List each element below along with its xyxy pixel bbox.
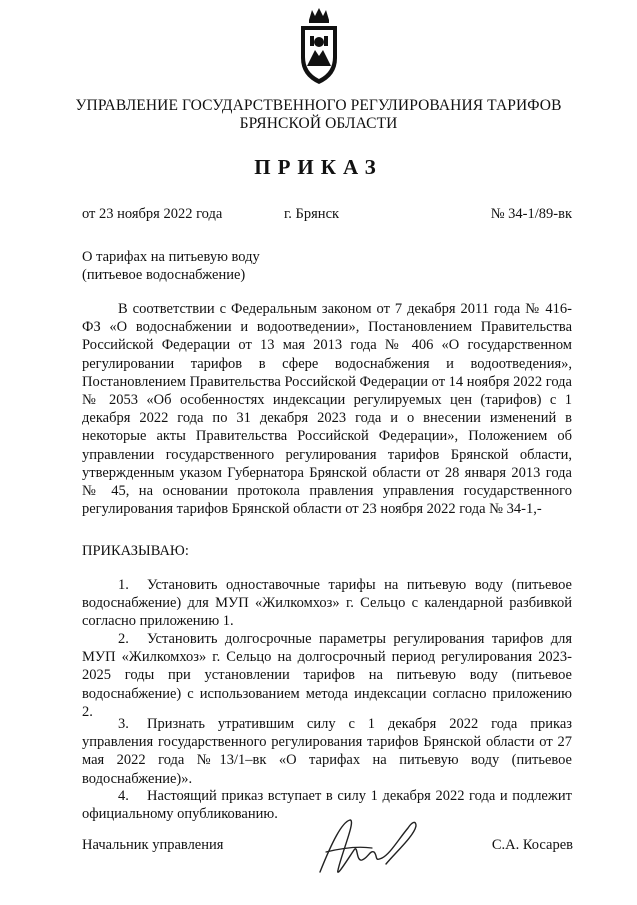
item-number: 1.: [118, 577, 129, 593]
org-line-1: УПРАВЛЕНИЕ ГОСУДАРСТВЕННОГО РЕГУЛИРОВАНИЯ ТАРИФОВ: [75, 97, 562, 114]
handwritten-signature: [312, 812, 422, 882]
order-date: от 23 ноября 2022 года: [82, 206, 223, 222]
item-text: Установить долгосрочные параметры регулирования тарифов для МУП «Жилкомхоз» г. Сельцо на долгосрочный период регулирования 2023-2025 годы при установлении тарифов на питьевую воду (питьевое водоснабжение) с использованием метода индексации согласно приложению 2.: [82, 631, 572, 720]
order-item: [82, 715, 572, 788]
organization-name: [0, 97, 637, 133]
coat-of-arms-icon: [295, 6, 343, 88]
order-word: ПРИКАЗЫВАЮ:: [82, 543, 189, 559]
order-subject: [82, 248, 260, 284]
signatory-position: Начальник управления: [82, 837, 224, 853]
signatory-name: С.А. Косарев: [491, 837, 573, 853]
org-line-2: БРЯНСКОЙ ОБЛАСТИ: [239, 115, 398, 132]
order-item: [82, 630, 572, 721]
item-number: 4.: [118, 788, 129, 804]
item-number: 2.: [118, 631, 129, 647]
document-title: ПРИКАЗ: [254, 155, 383, 179]
item-number: 3.: [118, 716, 129, 732]
subject-line-2: (питьевое водоснабжение): [82, 267, 246, 283]
order-number: № 34-1/89-вк: [490, 206, 572, 222]
item-text: Настоящий приказ вступает в силу 1 декабря 2022 года и подлежит официальному опубликованию.: [82, 788, 572, 823]
order-city: г. Брянск: [284, 206, 340, 222]
item-text: Признать утратившим силу с 1 декабря 2022 года приказ управления государственного регулирования тарифов Брянской области от 27 мая 2022 года №13/1–вк «О тарифах на питьевую воду (питьевое водоснабжение)».: [82, 716, 572, 787]
subject-line-1: О тарифах на питьевую воду: [82, 249, 260, 265]
item-text: Установить одноставочные тарифы на питьевую воду (питьевое водоснабжение) для МУП «Жилкомхоз» г. Сельцо с календарной разбивкой согласно приложению 1.: [82, 577, 572, 630]
preamble-paragraph: В соответствии с Федеральным законом от 7 декабря 2011 года № 416-ФЗ «О водоснабжении и водоотведении», Постановлением Правительства Российской Федерации от 13 мая 2013 года № 406 «О государственном регулировании тарифов в сфере водоснабжения и водоотведения», Постановлением Правительства Российской Федерации от 14 ноября 2022 года № 2053 «Об особенностях индексации регулируемых цен (тарифов) с 1 декабря 2022 года по 31 декабря 2023 года и о внесении изменений в некоторые акты Правительства Российской Федерации», Положением об управлении государственного регулирования тарифов Брянской области, утвержденным указом Губернатора Брянской области от 28 января 2013 года № 45, на основании протокола правления управления государственного регулирования тарифов Брянской области от 23 ноября 2022 года № 34-1,-: [82, 301, 572, 518]
order-item: [82, 576, 572, 631]
